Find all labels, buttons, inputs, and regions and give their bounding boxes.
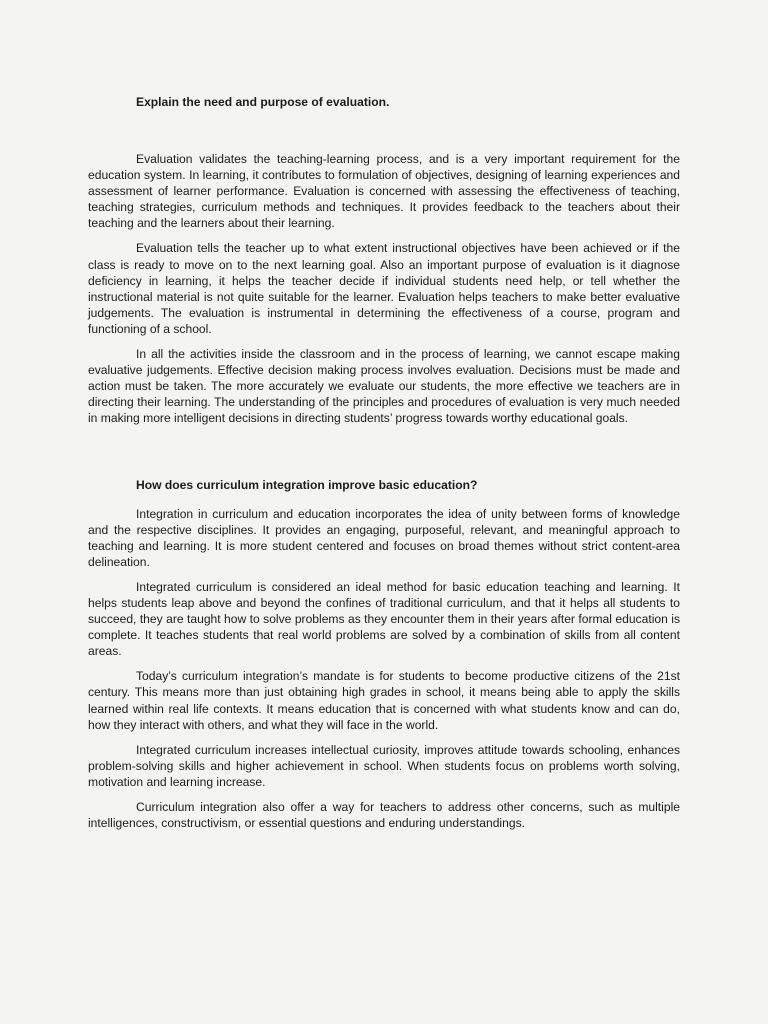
paragraph: In all the activities inside the classroom and in the process of learning, we cannot escape making evaluative judgements. Effective decision making process involves evaluation. Decisions must be made and action must be taken. The more accurately we evaluate our students, the more effective we teachers are in directing their learning. The understanding of the principles and procedures of evaluation is very much needed in making more intelligent decisions in directing students’ progress towards worthy educational goals. — [88, 347, 680, 426]
paragraph: Integrated curriculum increases intellectual curiosity, improves attitude towards schooling, enhances problem-solving skills and higher achievement in school. When students focus on problems worth solving, motivation and learning increase. — [88, 742, 680, 789]
paragraph: Curriculum integration also offer a way for teachers to address other concerns, such as multiple intelligences, constructivism, or essential questions and enduring understandings. — [88, 800, 680, 831]
paragraph: Integrated curriculum is considered an ideal method for basic education teaching and learning. It helps students leap above and beyond the confines of traditional curriculum, and that it helps all students to succeed, they are taught how to solve problems as they encounter them in their years after formal education is complete. It teaches students that real world problems are solved by a combination of skills from all content areas. — [88, 579, 680, 659]
paragraph: Evaluation validates the teaching-learning process, and is a very important requirement for the education system. In learning, it contributes to formulation of objectives, designing of learning experiences and assessment of learner performance. Evaluation is concerned with assessing the effectiveness of teaching, teaching strategies, curriculum methods and techniques. It provides feedback to the teachers about their teaching and the learners about their learning. — [88, 152, 680, 231]
paragraph: Evaluation tells the teacher up to what extent instructional objectives have been achieved or if the class is ready to move on to the next learning goal. Also an important purpose of evaluation is it diagnose deficiency in learning, it helps the teacher decide if individual students need help, or tell whether the instructional material is not quite suitable for the learner. Evaluation helps teachers to make better evaluative judgements. The evaluation is instrumental in determining the effectiveness of a course, program and functioning of a school. — [88, 241, 680, 336]
paragraph: Integration in curriculum and education incorporates the idea of unity between forms of knowledge and the respective disciplines. It provides an engaging, purposeful, relevant, and meaningful approach to teaching and learning. It is more student centered and focuses on broad themes without strict content-area delineation. — [88, 506, 680, 569]
section-heading: Explain the need and purpose of evaluation. — [136, 95, 390, 109]
section-evaluation — [88, 94, 680, 427]
section-curriculum-integration — [88, 477, 680, 832]
paragraph: Today’s curriculum integration’s mandate is for students to become productive citizens of the 21st century. This means more than just obtaining high grades in school, it means being able to apply the skills learned within real life contexts. It means education that is concerned with what students know and can do, how they interact with others, and what they will face in the world. — [88, 669, 680, 732]
section-heading: How does curriculum integration improve basic education? — [136, 477, 478, 492]
